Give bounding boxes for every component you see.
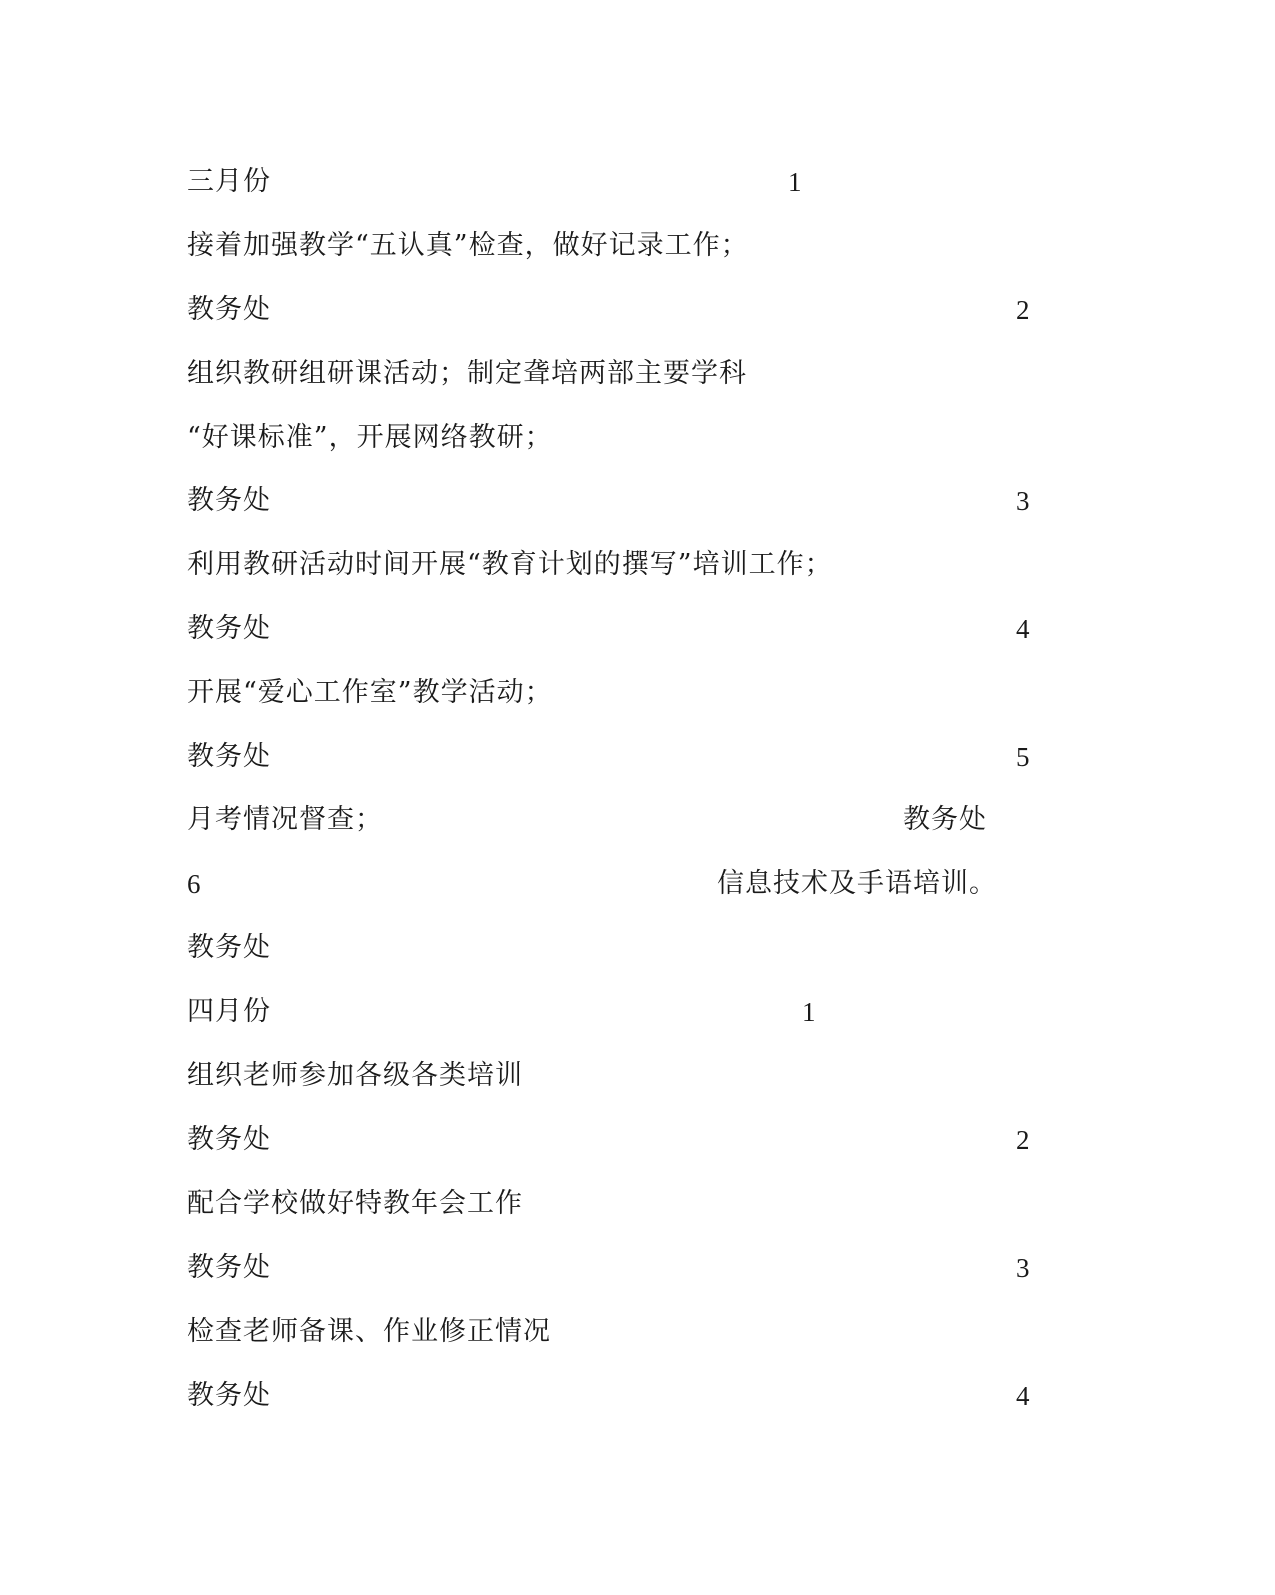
item-number: 4 bbox=[1016, 614, 1030, 644]
item-number: 3 bbox=[1016, 486, 1030, 516]
item-number: 1 bbox=[788, 167, 802, 197]
task-text: 月考情况督查； bbox=[187, 804, 383, 835]
task-text: “好课标准”，开展网络教研； bbox=[187, 422, 553, 453]
task-text: 检查老师备课、作业修正情况 bbox=[187, 1316, 551, 1347]
item-number: 5 bbox=[1016, 742, 1030, 772]
task-text: 开展“爱心工作室”教学活动； bbox=[187, 677, 553, 708]
task-text: 信息技术及手语培训。 bbox=[717, 868, 997, 899]
department-label: 教务处 bbox=[187, 485, 271, 516]
department-label: 教务处 bbox=[187, 1252, 271, 1283]
task-text: 利用教研活动时间开展“教育计划的撰写”培训工作； bbox=[187, 549, 833, 580]
item-number: 4 bbox=[1016, 1381, 1030, 1411]
item-number: 2 bbox=[1016, 1125, 1030, 1155]
department-label: 教务处 bbox=[187, 1380, 271, 1411]
month-heading-march: 三月份 bbox=[187, 166, 271, 197]
department-label: 教务处 bbox=[903, 804, 987, 835]
task-text: 接着加强教学“五认真”检查，做好记录工作； bbox=[187, 230, 749, 261]
department-label: 教务处 bbox=[187, 932, 271, 963]
item-number: 3 bbox=[1016, 1253, 1030, 1283]
month-heading-april: 四月份 bbox=[187, 996, 271, 1027]
task-text: 配合学校做好特教年会工作 bbox=[187, 1188, 523, 1219]
department-label: 教务处 bbox=[187, 294, 271, 325]
item-number: 1 bbox=[802, 997, 816, 1027]
department-label: 教务处 bbox=[187, 613, 271, 644]
item-number: 2 bbox=[1016, 295, 1030, 325]
task-text: 组织教研组研课活动；制定聋培两部主要学科 bbox=[187, 358, 747, 389]
department-label: 教务处 bbox=[187, 1124, 271, 1155]
department-label: 教务处 bbox=[187, 741, 271, 772]
task-text: 组织老师参加各级各类培训 bbox=[187, 1060, 523, 1091]
item-number: 6 bbox=[187, 869, 201, 899]
